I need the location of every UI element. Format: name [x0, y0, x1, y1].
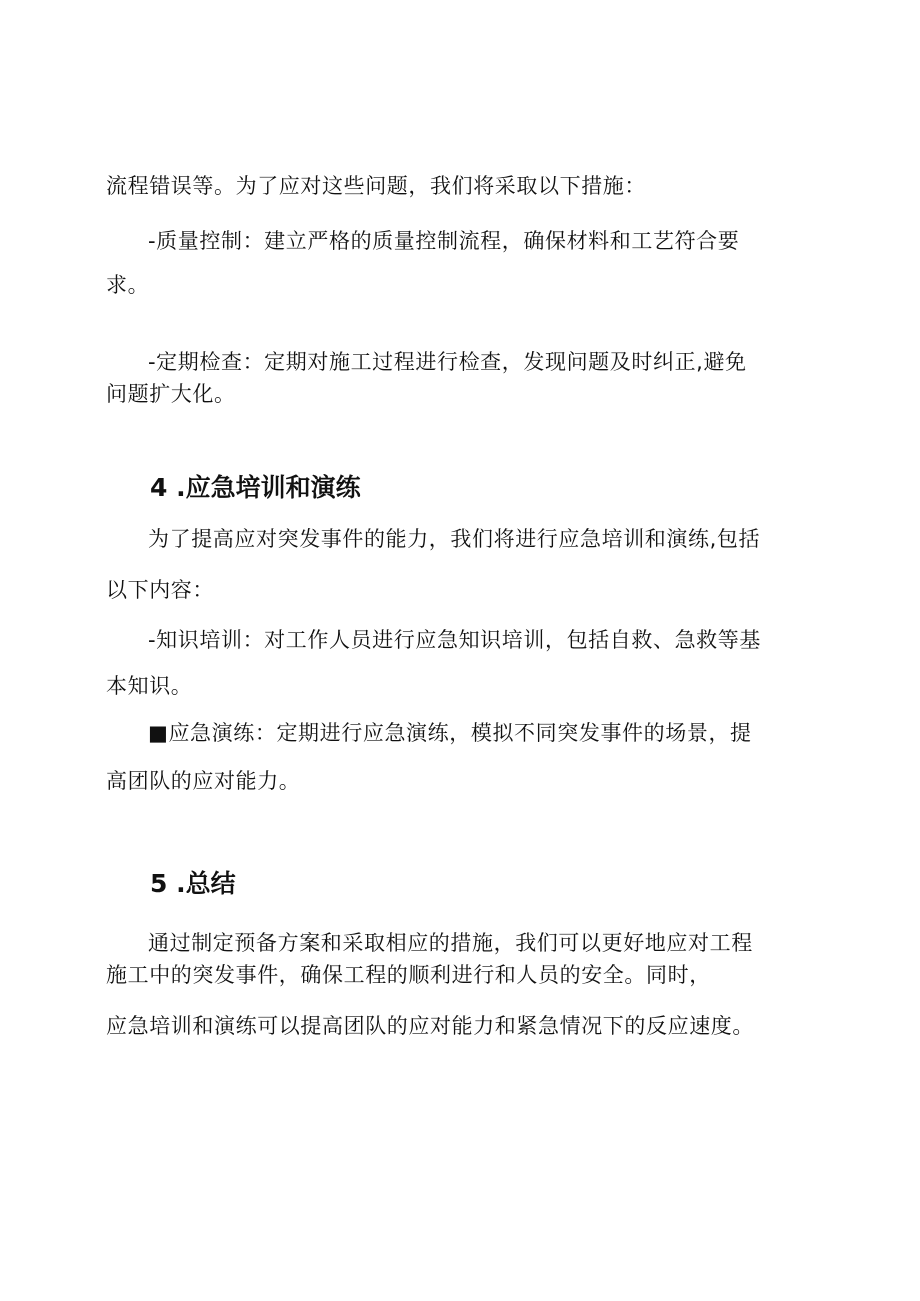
- bullet-emergency-drill: ■应急演练：定期进行应急演练，模拟不同突发事件的场景，提: [148, 721, 752, 745]
- paragraph-line: 本知识。: [106, 674, 193, 698]
- paragraph-line: 求。: [106, 273, 150, 297]
- bullet-quality-control: -质量控制：建立严格的质量控制流程，确保材料和工艺符合要: [148, 229, 740, 253]
- bullet-regular-inspection: -定期检查：定期对施工过程进行检查，发现问题及时纠正,避免: [148, 350, 747, 374]
- section-heading-4: 4 .应急培训和演练: [150, 473, 361, 502]
- paragraph-line: 通过制定预备方案和采取相应的措施，我们可以更好地应对工程: [148, 931, 753, 955]
- paragraph-line: 应急培训和演练可以提高团队的应对能力和紧急情况下的反应速度。: [106, 1014, 754, 1038]
- paragraph-line: 流程错误等。为了应对这些问题，我们将采取以下措施：: [106, 174, 646, 198]
- paragraph-line: 问题扩大化。: [106, 382, 236, 406]
- paragraph-line: 施工中的突发事件，确保工程的顺利进行和人员的安全。同时，: [106, 963, 711, 987]
- paragraph-line: 以下内容：: [106, 578, 214, 602]
- paragraph-line: 高团队的应对能力。: [106, 769, 301, 793]
- paragraph-line: 为了提高应对突发事件的能力，我们将进行应急培训和演练,包括: [148, 527, 761, 551]
- bullet-knowledge-training: -知识培训：对工作人员进行应急知识培训，包括自救、急救等基: [148, 628, 761, 652]
- section-heading-5: 5 .总结: [150, 869, 236, 898]
